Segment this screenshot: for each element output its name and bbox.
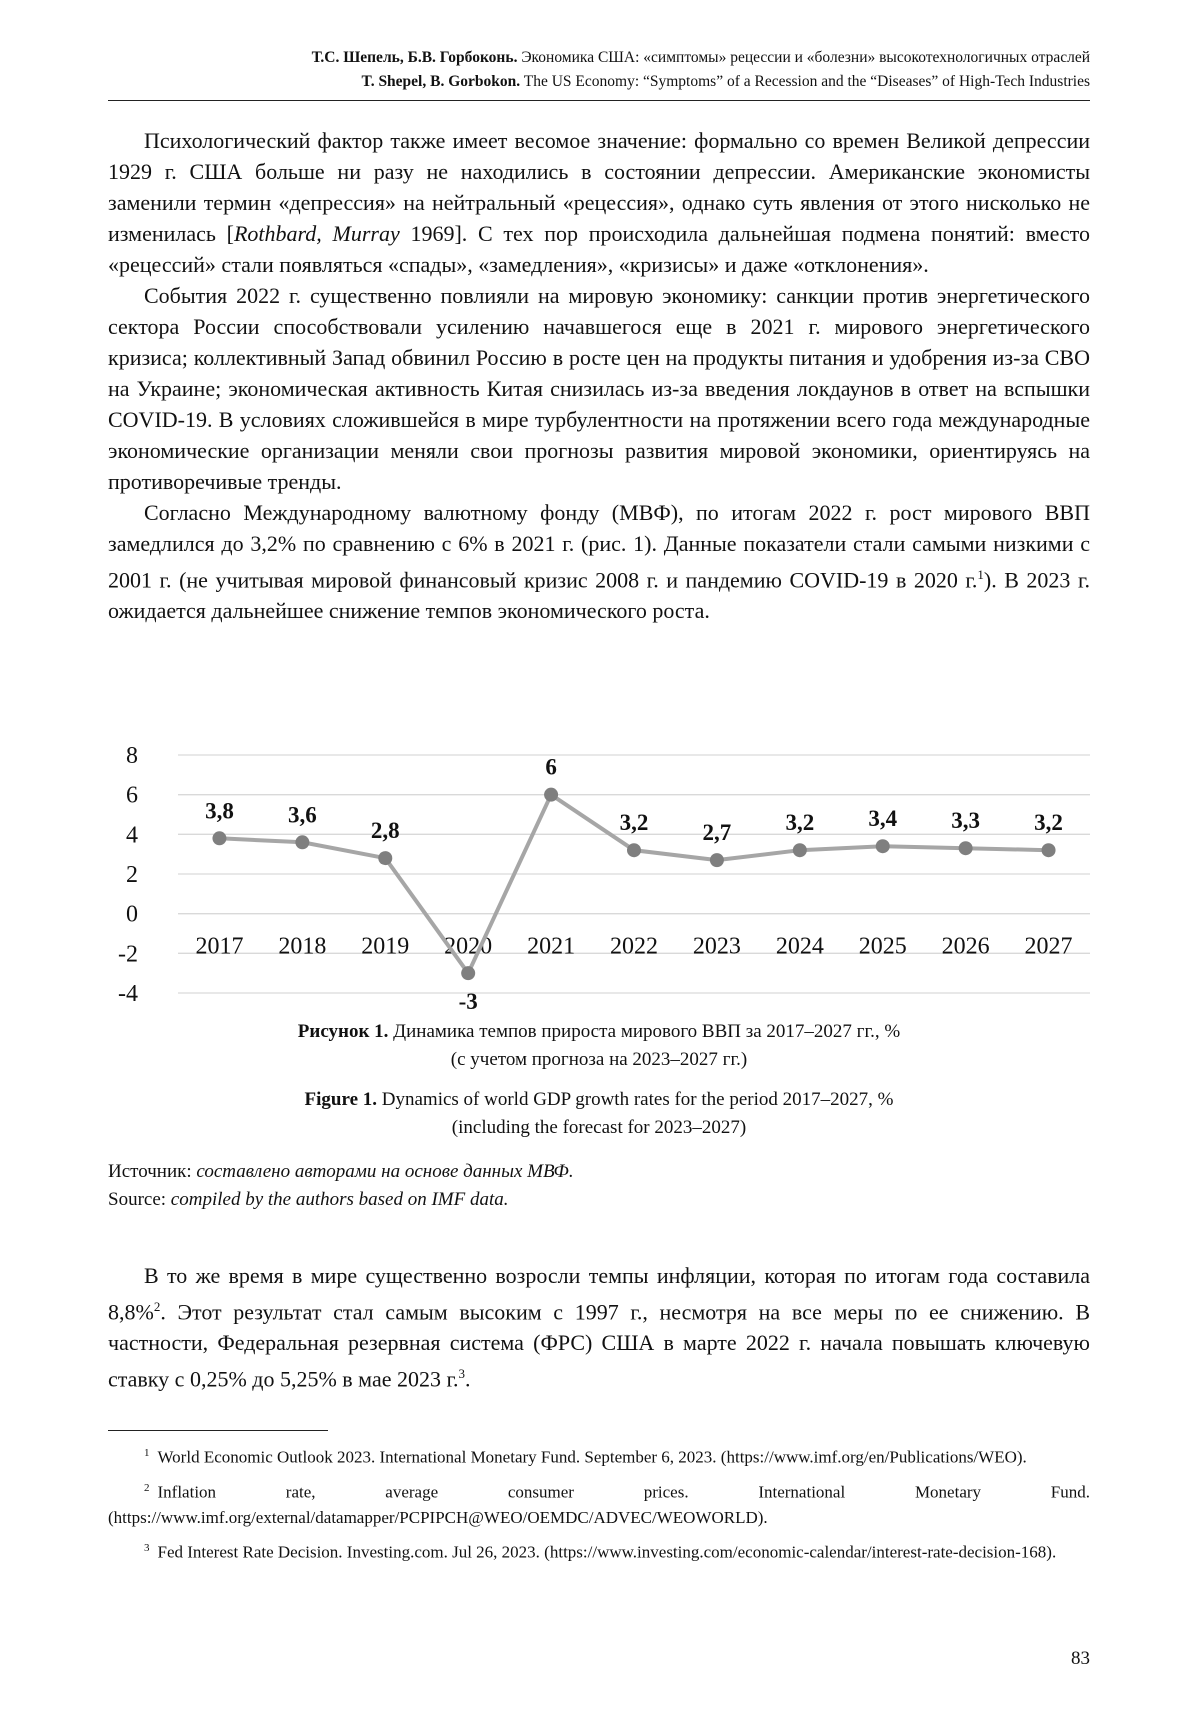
header-ru-authors: Т.С. Шепель, Б.В. Горбоконь.	[311, 49, 518, 66]
paragraph-4-part-c: .	[465, 1366, 471, 1392]
figure-caption-en	[108, 1086, 1090, 1142]
data-point	[378, 851, 392, 865]
paragraph-4-part-b: . Этот результат стал самым высоким с 1997 г., несмотря на все меры по ее снижению. В частности, Федеральная резервная система (ФРС) США в марте 2022 г. начала повышать ключевую ставку с 0,25% до 5,25% в мае 2023 г.	[108, 1299, 1090, 1392]
citation-author: Rothbard, Murray	[233, 221, 400, 246]
x-tick-label: 2017	[195, 933, 244, 960]
x-tick-label: 2025	[858, 933, 907, 960]
data-label: 3,2	[619, 810, 649, 836]
source-ru-label: Источник:	[108, 1161, 192, 1182]
data-point	[1042, 843, 1056, 857]
paragraph-1	[108, 125, 1090, 280]
header-ru-line	[108, 46, 1090, 70]
gdp-growth-chart	[108, 735, 1090, 1015]
data-point	[876, 839, 890, 853]
chart-svg	[108, 735, 1090, 1015]
figure-label-ru: Рисунок 1.	[297, 1021, 389, 1042]
paragraph-4	[108, 1260, 1090, 1395]
figure-caption-ru-line1: Динамика темпов прироста мирового ВВП за 2017–2027 гг., %	[393, 1021, 901, 1042]
y-tick-label: 2	[126, 862, 138, 888]
figure-caption-ru-line2: (с учетом прогноза на 2023–2027 гг.)	[450, 1049, 748, 1070]
figure-caption-ru	[108, 1018, 1090, 1074]
paragraph-1-part-a: Психологический фактор также имеет весомое значение: формально со времен Великой депрессии 1929 г. США больше ни разу не находились в состоянии депрессии. Американские экономисты заменили термин «депрессия» на нейтральный «рецессия», однако суть явления от этого нисколько не изменилась [	[108, 128, 1090, 246]
y-tick-label: 0	[126, 901, 138, 928]
data-label: 3,6	[287, 802, 317, 828]
data-point	[627, 843, 641, 857]
x-tick-label: 2026	[941, 933, 990, 960]
data-point	[295, 835, 309, 849]
data-label: 2,8	[370, 818, 400, 844]
footnote-2-text: Inflation rate, average consumer prices. International Monetary Fund. (https://www.imf.org/external/datamapper/PCPIPCH@WEO/OEMDC/ADVEC/WEOWORLD).	[108, 1482, 1090, 1528]
data-label: 3,3	[951, 808, 981, 834]
y-tick-label: 6	[126, 782, 138, 809]
footnote-3-text: Fed Interest Rate Decision. Investing.com. Jul 26, 2023. (https://www.investing.com/economic-calendar/interest-rate-decision-168).	[157, 1542, 1057, 1562]
y-tick-label: -4	[118, 981, 138, 1007]
page-number: 83	[1071, 1648, 1090, 1669]
paragraph-3	[108, 497, 1090, 626]
paragraph-2: События 2022 г. существенно повлияли на мировую экономику: санкции против энергетического сектора России способствовали усилению начавшегося еще в 2021 г. мирового энергетического кризиса; коллективный Запад обвинил Россию в росте цен на продукты питания и удобрения из-за СВО на Украине; экономическая активность Китая снизилась из-за введения локдаунов в ответ на вспышки COVID-19. В условиях сложившейся в мире турбулентности на протяжении всего года международные экономические организации меняли свои прогнозы развития мировой экономики, ориентируясь на противоречивые тренды.	[108, 283, 1090, 494]
figure-caption-en-line1: Dynamics of world GDP growth rates for the period 2017–2027, %	[381, 1089, 894, 1110]
x-tick-label: 2022	[610, 933, 658, 960]
data-point	[959, 841, 973, 855]
data-point	[793, 843, 807, 857]
data-point	[544, 788, 558, 802]
footnote-1	[108, 1440, 1090, 1471]
data-label: 2,7	[702, 820, 732, 846]
data-point	[710, 853, 724, 867]
footnotes	[108, 1440, 1090, 1570]
footnote-ref-1[interactable]: 1	[977, 567, 984, 582]
footnote-ref-3[interactable]: 3	[458, 1366, 466, 1382]
header-ru-title: Экономика США: «симптомы» рецессии и «болезни» высокотехнологичных отраслей	[521, 49, 1090, 66]
running-header	[108, 46, 1090, 94]
paragraph-4-part-a: В то же время в мире существенно возросли темпы инфляции, которая по итогам года составила 8,8%	[108, 1263, 1090, 1325]
paragraph-1-part-b: 1969]. С тех пор происходила дальнейшая подмена понятий: вместо «рецессий» стали появляться «спады», «замедления», «кризисы» и даже «отклонения».	[108, 221, 1090, 277]
x-tick-label: 2024	[775, 933, 824, 960]
y-tick-label: -2	[118, 941, 138, 968]
source-en-label: Source:	[108, 1189, 167, 1210]
x-tick-label: 2019	[361, 933, 410, 960]
figure-label-en: Figure 1.	[304, 1089, 378, 1110]
source-en-text: compiled by the authors based on IMF data.	[170, 1189, 509, 1210]
data-label: -3	[458, 989, 478, 1015]
footnote-2-number: 2	[144, 1481, 150, 1494]
source-ru-text: составлено авторами на основе данных МВФ.	[196, 1161, 574, 1182]
x-tick-label: 2023	[692, 933, 741, 960]
x-tick-label: 2027	[1024, 933, 1073, 960]
header-en-authors: T. Shepel, B. Gorbokon.	[361, 73, 521, 90]
footnote-1-number: 1	[144, 1447, 150, 1459]
data-label: 3,2	[1034, 810, 1063, 836]
footnote-divider	[108, 1430, 328, 1431]
data-label: 3,4	[868, 806, 898, 832]
source-ru	[108, 1158, 1090, 1186]
footnote-3-number: 3	[144, 1542, 150, 1555]
data-label: 3,2	[785, 810, 815, 836]
footnote-2	[108, 1475, 1090, 1532]
x-tick-label: 2018	[278, 933, 327, 960]
source-en	[108, 1186, 1090, 1214]
data-label: 6	[545, 754, 557, 780]
x-tick-label: 2021	[527, 933, 576, 960]
y-tick-label: 4	[126, 822, 138, 849]
y-tick-label: 8	[126, 743, 138, 769]
x-tick-label: 2020	[444, 933, 493, 960]
data-label: 3,8	[205, 798, 234, 824]
footnote-1-text: World Economic Outlook 2023. International Monetary Fund. September 6, 2023. (https://www.imf.org/en/Publications/WEO).	[157, 1447, 1027, 1467]
paragraph-3-part-a: Согласно Международному валютному фонду (МВФ), по итогам 2022 г. рост мирового ВВП замедлился до 3,2% по сравнению с 6% в 2021 г. (рис. 1). Данные показатели стали самыми низкими с 2001 г. (не учитывая мировой финансовый кризис 2008 г. и пандемию COVID-19 в 2020 г.	[108, 500, 1090, 593]
data-point	[212, 831, 226, 845]
figure-caption-en-line2: (including the forecast for 2023–2027)	[451, 1117, 747, 1138]
header-divider	[108, 100, 1090, 101]
data-point	[461, 966, 475, 980]
body-text-bottom	[108, 1260, 1090, 1395]
body-text-top	[108, 125, 1090, 626]
footnote-ref-2[interactable]: 2	[153, 1299, 161, 1314]
paragraph-3-part-b: ). В 2023 г. ожидается дальнейшее снижение темпов экономического роста.	[108, 567, 1090, 624]
header-en-title: The US Economy: “Symptoms” of a Recession and the “Diseases” of High-Tech Industries	[523, 73, 1090, 90]
footnote-3	[108, 1535, 1090, 1566]
header-en-line	[108, 70, 1090, 94]
